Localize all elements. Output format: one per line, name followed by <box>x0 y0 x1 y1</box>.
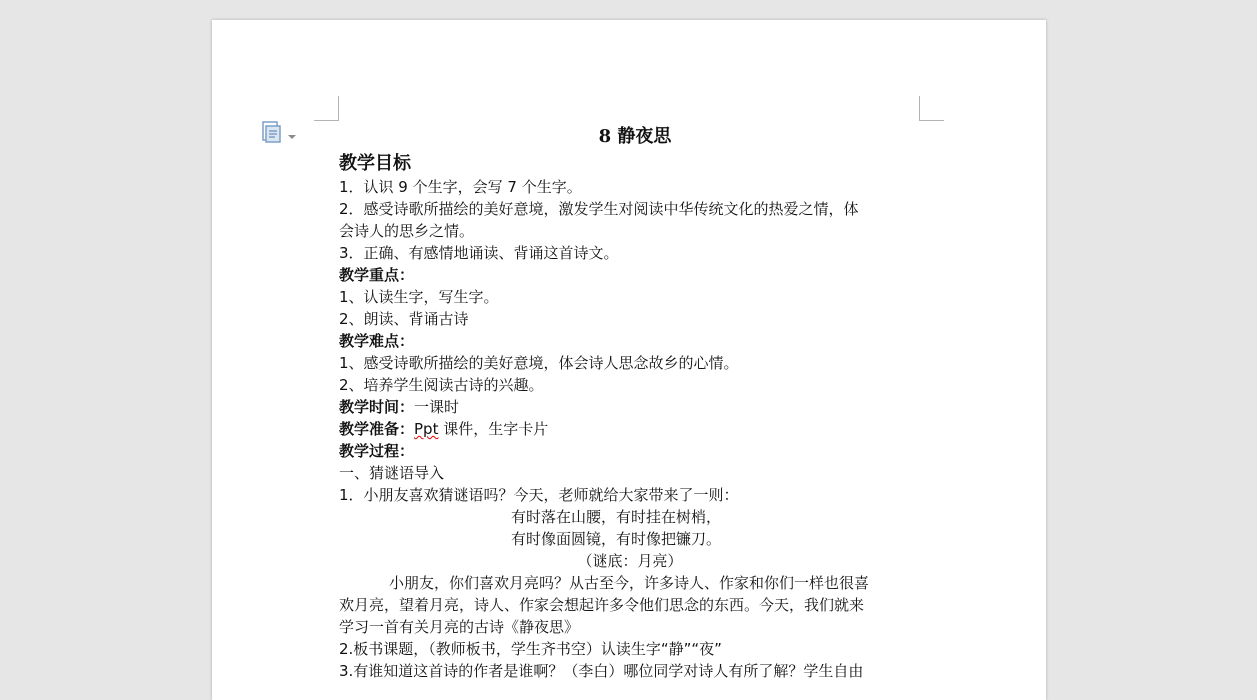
objective-2: 2．感受诗歌所描绘的美好意境，激发学生对阅读中华传统文化的热爱之情，体 <box>339 200 859 218</box>
chevron-down-icon <box>288 125 296 144</box>
prep-rest: 课件，生字卡片 <box>438 420 549 438</box>
teaching-time <box>339 396 921 418</box>
margin-corner-top-left <box>314 96 339 121</box>
paste-options-icon <box>262 121 282 147</box>
difficulty-2: 2、培养学生阅读古诗的兴趣。 <box>339 376 544 394</box>
teaching-prep <box>339 418 921 440</box>
label-time: 教学时间： <box>339 398 415 416</box>
prep-ppt-spellcheck[interactable]: Ppt <box>414 420 439 438</box>
doc-title: 8 静夜思 <box>598 126 672 147</box>
step-2: 2.板书课题，（教师板书，学生齐书空）认读生字“静”“夜” <box>339 640 722 658</box>
key-point-1: 1、认读生字，写生字。 <box>339 288 499 306</box>
objective-2-cont: 会诗人的思乡之情。 <box>339 222 475 240</box>
label-process: 教学过程： <box>339 442 415 460</box>
objective-3: 3．正确、有感情地诵读、背诵这首诗文。 <box>339 244 619 262</box>
margin-corner-top-right <box>919 96 944 121</box>
riddle-line-2: 有时像面圆镜，有时像把镰刀。 <box>511 530 722 548</box>
label-prep: 教学准备： <box>339 420 415 438</box>
paragraph-line-3: 学习一首有关月亮的古诗《静夜思》 <box>339 618 580 636</box>
paste-options-button[interactable] <box>262 122 304 146</box>
difficulty-1: 1、感受诗歌所描绘的美好意境，体会诗人思念故乡的心情。 <box>339 354 739 372</box>
step-1: 1．小朋友喜欢猜谜语吗？今天，老师就给大家带来了一则： <box>339 486 739 504</box>
label-difficulties: 教学难点： <box>339 332 415 350</box>
time-value: 一课时 <box>414 398 460 416</box>
document-page <box>212 20 1046 700</box>
section-1: 一、猜谜语导入 <box>339 464 445 482</box>
label-key-points: 教学重点： <box>339 266 415 284</box>
riddle-line-1: 有时落在山腰，有时挂在树梢， <box>511 508 722 526</box>
paragraph-line-1: 小朋友，你们喜欢月亮吗？从古至今，许多诗人、作家和你们一样也很喜 <box>389 574 870 592</box>
document-body[interactable] <box>339 124 921 682</box>
heading-objectives: 教学目标 <box>339 153 411 174</box>
riddle-answer: （谜底：月亮） <box>577 552 683 570</box>
objective-1: 1．认识 9 个生字，会写 7 个生字。 <box>339 178 582 196</box>
paragraph-line-2: 欢月亮，望着月亮，诗人、作家会想起许多令他们思念的东西。今天，我们就来 <box>339 596 865 614</box>
step-3: 3.有谁知道这首诗的作者是谁啊？（李白）哪位同学对诗人有所了解？学生自由 <box>339 662 864 680</box>
key-point-2: 2、朗读、背诵古诗 <box>339 310 469 328</box>
